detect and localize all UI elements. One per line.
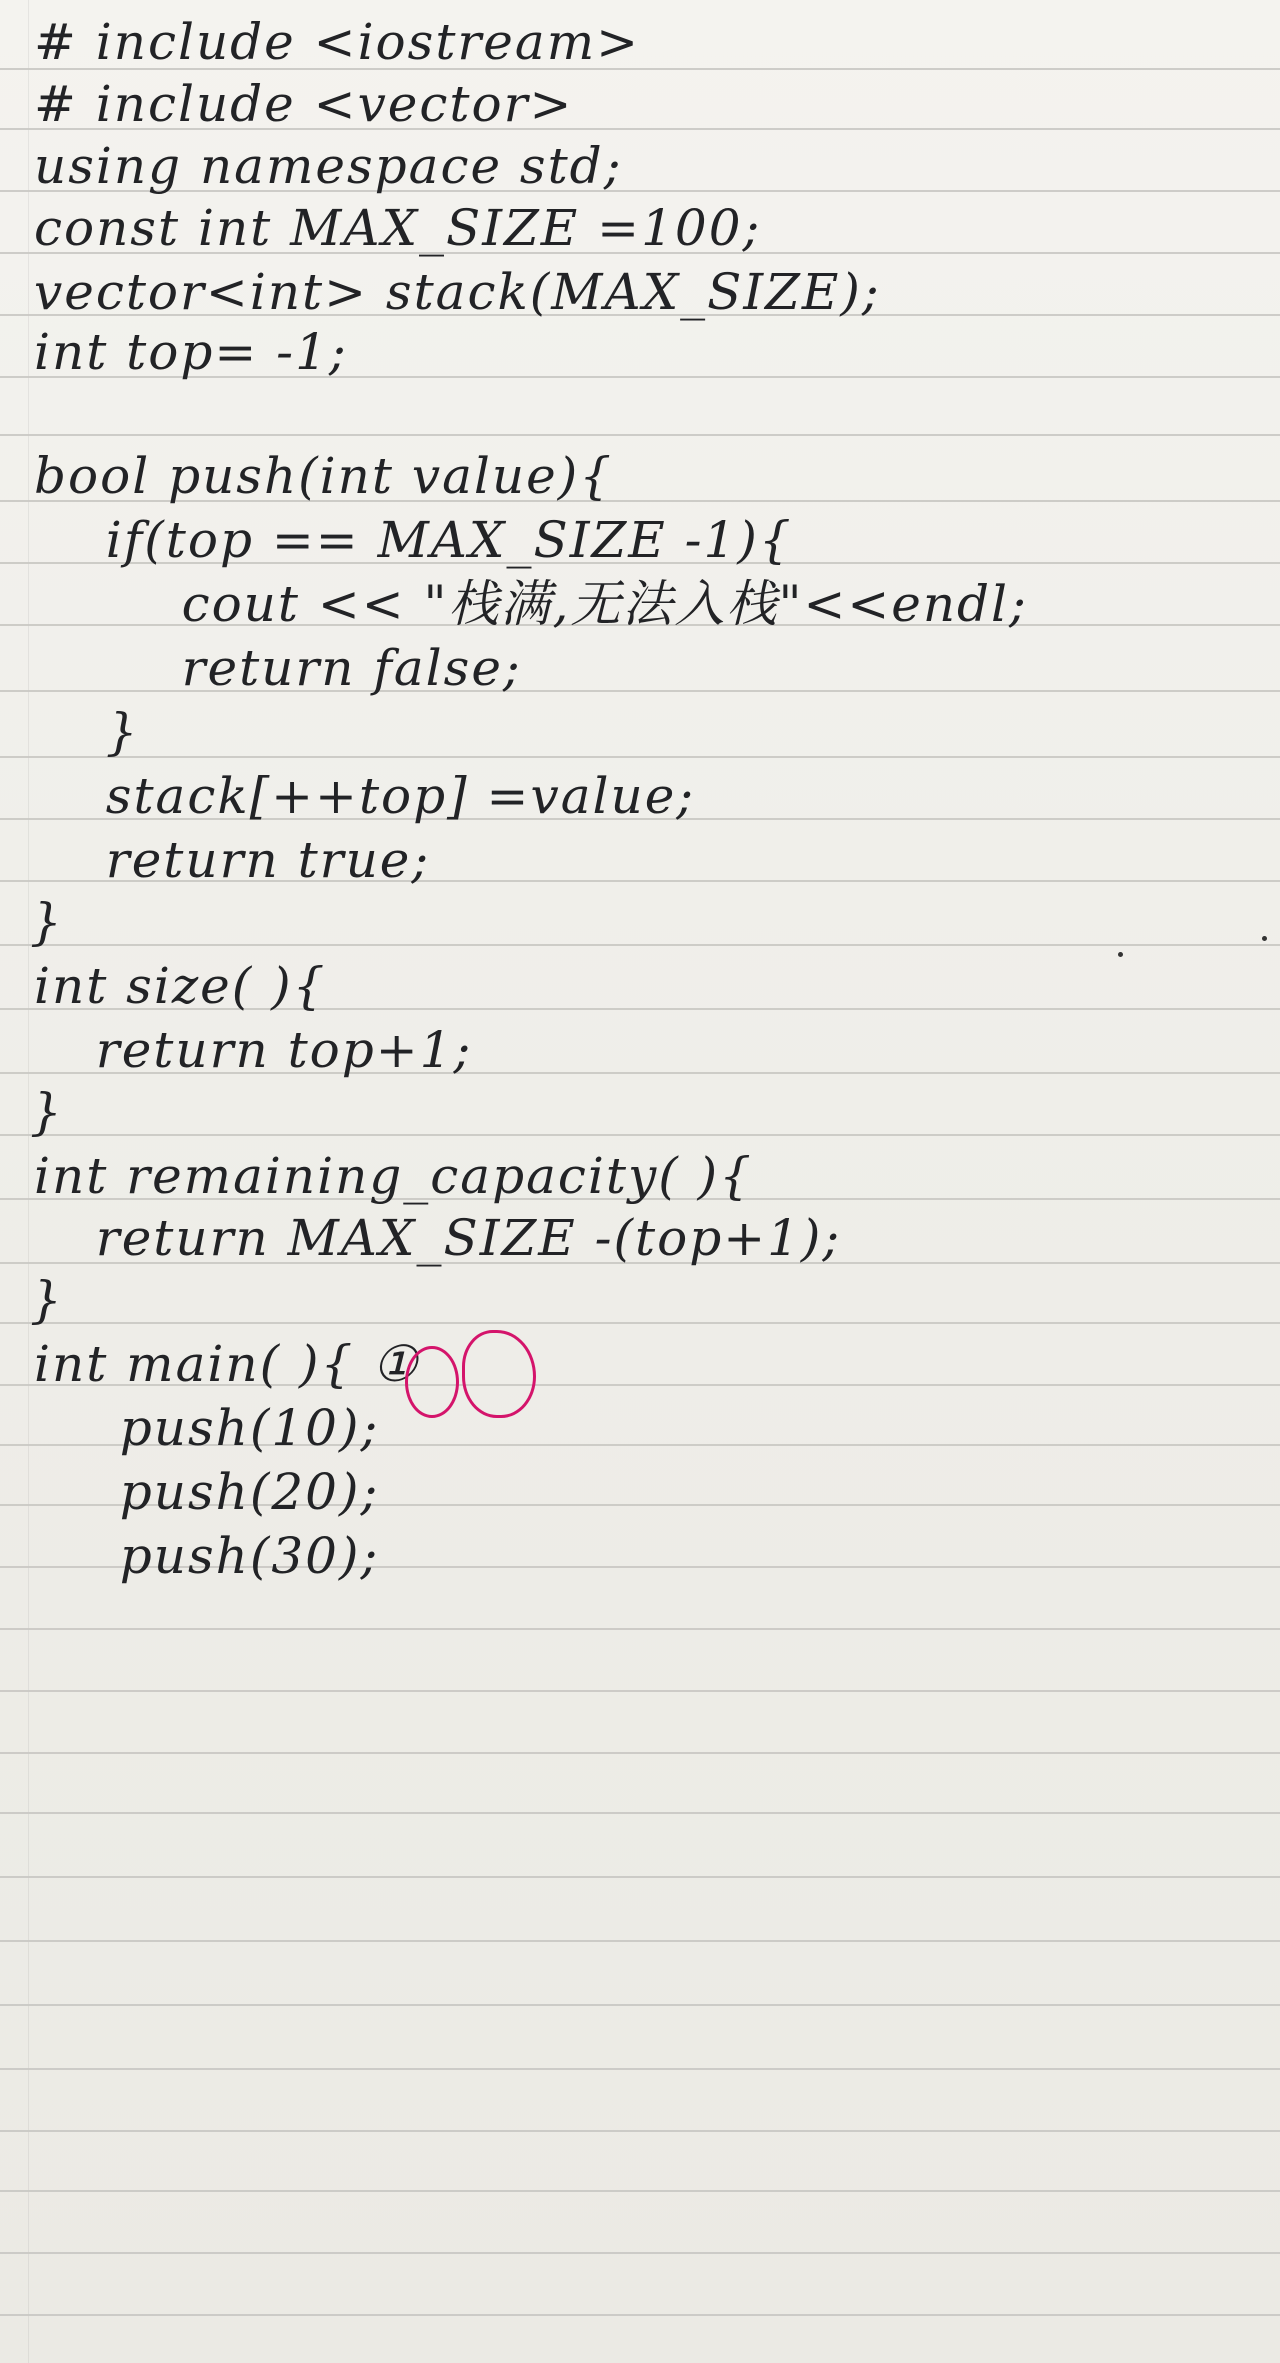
ruled-line xyxy=(0,2190,1280,2192)
code-line: vector<int> stack(MAX_SIZE); xyxy=(34,263,881,321)
code-line: } xyxy=(30,893,64,951)
code-line: int size( ){ xyxy=(34,957,327,1015)
ruled-line xyxy=(0,1322,1280,1324)
code-line: int remaining_capacity( ){ xyxy=(34,1147,753,1205)
ruled-line xyxy=(0,1134,1280,1136)
code-line: push(30); xyxy=(84,1527,380,1585)
ruled-line xyxy=(0,434,1280,436)
ruled-line xyxy=(0,1690,1280,1692)
code-line: push(20); xyxy=(84,1463,380,1521)
ruled-line xyxy=(0,756,1280,758)
ruled-line xyxy=(0,1940,1280,1942)
ruled-line xyxy=(0,944,1280,946)
code-line: } xyxy=(70,703,140,761)
correction-circle-mark xyxy=(405,1346,459,1418)
code-line: int main( ){ ① xyxy=(34,1335,420,1393)
ruled-line xyxy=(0,1752,1280,1754)
code-line: int top= -1; xyxy=(34,323,348,381)
code-line: } xyxy=(30,1271,64,1329)
code-line: return top+1; xyxy=(60,1021,473,1079)
ruled-line xyxy=(0,1628,1280,1630)
code-line: } xyxy=(30,1083,64,1141)
ruled-line xyxy=(0,2068,1280,2070)
correction-oval-mark xyxy=(462,1330,536,1418)
ruled-line xyxy=(0,1876,1280,1878)
code-line: push(10); xyxy=(84,1399,380,1457)
code-line: const int MAX_SIZE =100; xyxy=(34,199,762,257)
code-line: return MAX_SIZE -(top+1); xyxy=(60,1209,842,1267)
ruled-line xyxy=(0,2130,1280,2132)
ink-speck xyxy=(1262,936,1267,941)
code-line: stack[++top] =value; xyxy=(70,767,696,825)
ruled-line xyxy=(0,2252,1280,2254)
ink-speck xyxy=(1118,952,1123,957)
code-line: # include <vector> xyxy=(34,75,574,133)
ruled-line xyxy=(0,1812,1280,1814)
code-line: cout << "栈满,无法入栈"<<endl; xyxy=(110,575,1028,633)
ruled-line xyxy=(0,2004,1280,2006)
code-line: return true; xyxy=(70,831,431,889)
page-edge-shadow xyxy=(28,0,29,2363)
code-line: # include <iostream> xyxy=(34,13,641,71)
code-line: using namespace std; xyxy=(34,137,623,195)
ruled-line xyxy=(0,2314,1280,2316)
code-line: return false; xyxy=(110,639,522,697)
code-line: bool push(int value){ xyxy=(34,447,614,505)
code-line: if(top == MAX_SIZE -1){ xyxy=(70,511,793,569)
